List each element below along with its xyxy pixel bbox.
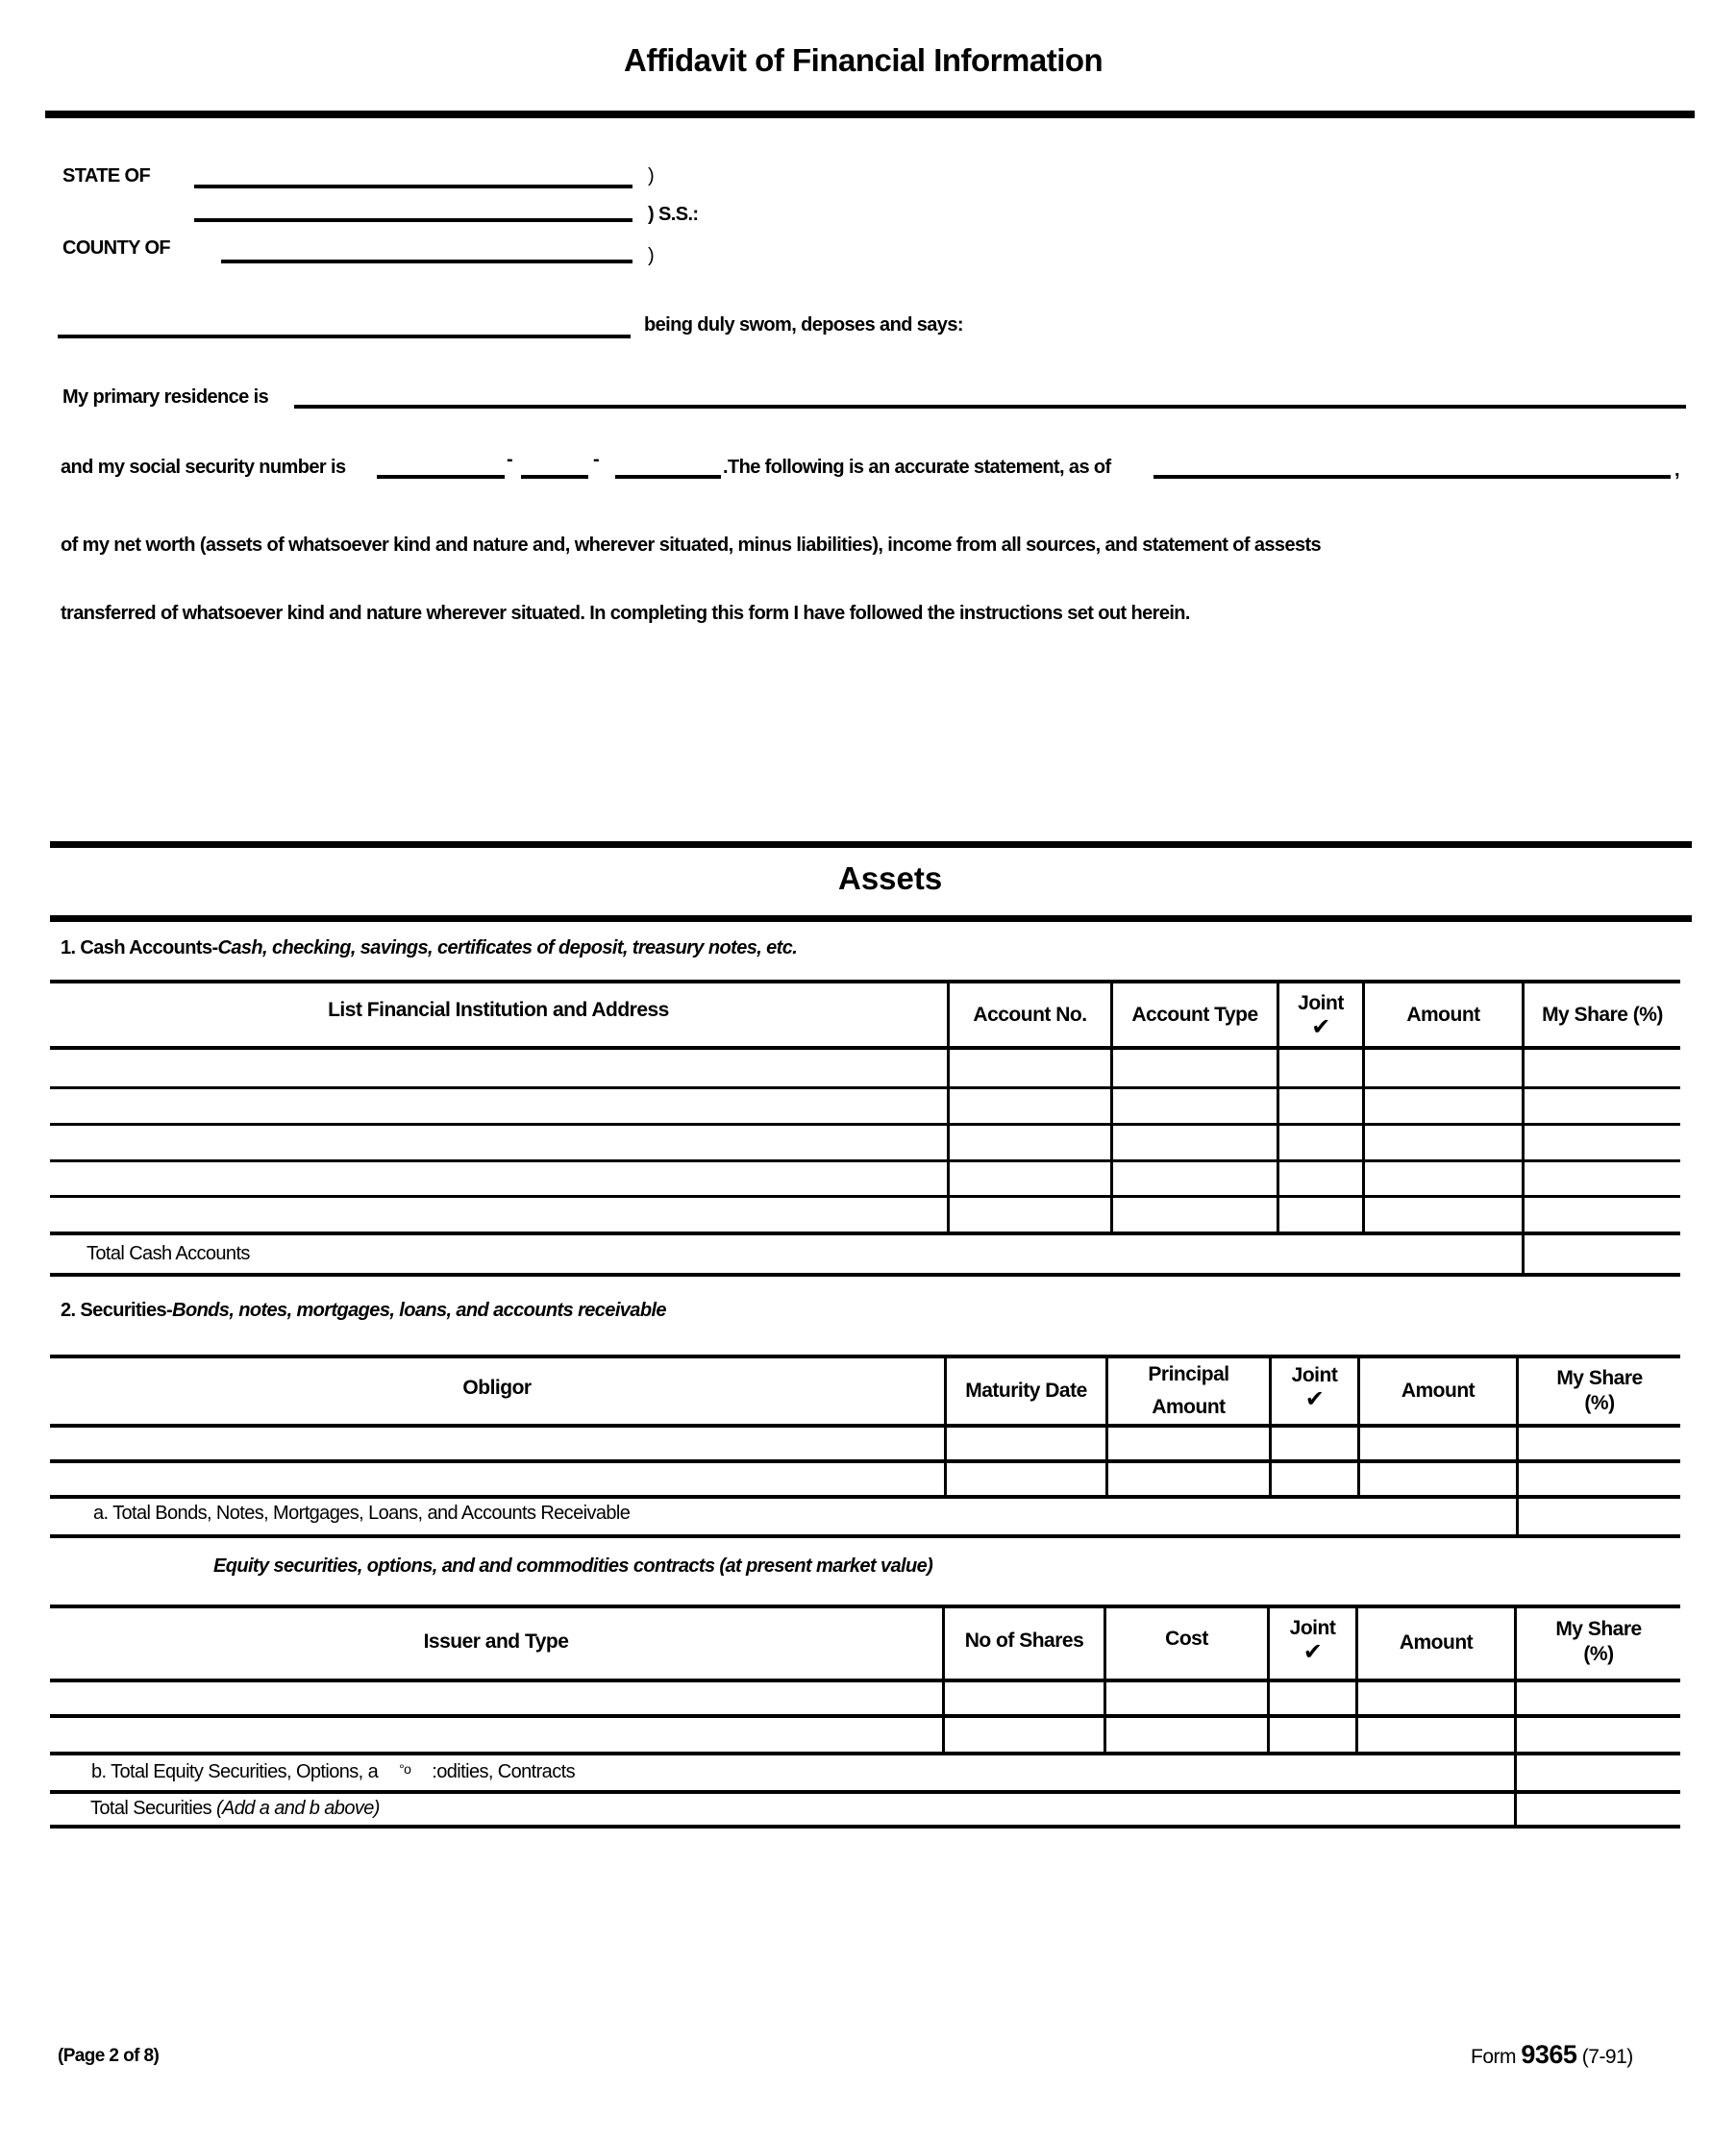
cash-row-1[interactable] — [50, 1050, 1680, 1086]
residence-label: My primary residence is — [62, 386, 269, 408]
securities-section-number: 2. Securities- — [61, 1300, 173, 1321]
document-title: Affidavit of Financial Information — [624, 42, 1104, 78]
securities-section-title — [61, 1300, 666, 1322]
cash-row-2[interactable] — [50, 1089, 1680, 1123]
checkmark-icon: ✔ — [1311, 1013, 1330, 1040]
equity-col-my-share: My Share (%) — [1555, 1618, 1642, 1665]
state-field[interactable] — [194, 185, 632, 188]
bonds-col-my-share: My Share (%) — [1556, 1367, 1643, 1414]
state-paren: ) — [648, 165, 655, 187]
equity-col-cost: Cost — [1165, 1628, 1208, 1650]
ssn-part2-field[interactable] — [521, 475, 588, 479]
bonds-col-amount: Amount — [1401, 1380, 1476, 1402]
assets-heading: Assets — [838, 860, 943, 896]
equity-row-1[interactable] — [50, 1682, 1680, 1714]
securities-section-desc: Bonds, notes, mortgages, loans, and accounts receivable — [172, 1300, 666, 1321]
bonds-total-label: a. Total Bonds, Notes, Mortgages, Loans, and Accounts Receivable — [93, 1503, 631, 1524]
equity-col-joint: Joint ✔ — [1289, 1617, 1336, 1665]
equity-total-field[interactable] — [1517, 1755, 1680, 1790]
ssn-dash-2: - — [593, 449, 600, 470]
assets-top-rule — [50, 841, 1692, 848]
statement-line-2: transferred of whatsoever kind and nature wherever situated. In completing this form I have followed the instructions set out herein. — [61, 603, 1190, 624]
following-text: .The following is an accurate statement, as of — [723, 457, 1111, 478]
cash-section-number: 1. Cash Accounts- — [61, 937, 218, 958]
sworn-text: being duly swom, deposes and says: — [644, 314, 963, 336]
cash-col-institution: List Financial Institution and Address — [328, 998, 669, 1021]
checkmark-icon: ✔ — [1302, 1639, 1323, 1665]
cash-total-label: Total Cash Accounts — [87, 1243, 250, 1264]
county-paren: ) — [648, 245, 655, 266]
cash-row-5[interactable] — [50, 1198, 1680, 1232]
cash-col-amount: Amount — [1406, 1003, 1480, 1026]
checkmark-icon: ✔ — [1304, 1386, 1325, 1412]
form-revision: (7-91) — [1581, 2046, 1633, 2068]
equity-col-no-of-shares: No of Shares — [964, 1630, 1084, 1652]
bonds-row-1[interactable] — [50, 1428, 1680, 1459]
cash-section-title — [61, 937, 797, 959]
as-of-date-field[interactable] — [1153, 475, 1671, 479]
ssn-part3-field[interactable] — [615, 475, 721, 479]
cash-row-3[interactable] — [50, 1126, 1680, 1159]
cash-section-desc: Cash, checking, savings, certificates of deposit, treasury notes, etc. — [217, 937, 798, 958]
deponent-name-field[interactable] — [58, 335, 631, 338]
bonds-col-maturity-date: Maturity Date — [965, 1380, 1087, 1402]
securities-grand-total-label: Total Securities (Add a and b above) — [90, 1798, 380, 1819]
as-of-comma: , — [1674, 460, 1679, 481]
form-id — [1471, 2040, 1633, 2070]
ssn-part1-field[interactable] — [377, 475, 505, 479]
venue-extra-field[interactable] — [194, 218, 632, 222]
cash-col-account-type: Account Type — [1131, 1003, 1258, 1026]
equity-row-2[interactable] — [50, 1718, 1680, 1752]
page-indicator: (Page 2 of 8) — [58, 2046, 160, 2066]
equity-caption: Equity securities, options, and and commodities contracts (at present market value) — [213, 1555, 933, 1577]
equity-col-amount: Amount — [1399, 1631, 1474, 1654]
bonds-col-obligor: Obligor — [462, 1377, 532, 1399]
assets-bottom-rule — [50, 915, 1692, 922]
securities-grand-total-field[interactable] — [1517, 1794, 1680, 1825]
form-prefix: Form — [1471, 2046, 1516, 2068]
cash-row-4[interactable] — [50, 1162, 1680, 1195]
ss-label: ) S.S.: — [648, 204, 699, 225]
form-number: 9365 — [1521, 2040, 1577, 2069]
ssn-dash-1: - — [507, 449, 513, 470]
equity-col-issuer-type: Issuer and Type — [423, 1630, 569, 1653]
county-field[interactable] — [221, 260, 632, 263]
cash-total-field[interactable] — [1525, 1235, 1680, 1273]
cash-col-my-share: My Share (%) — [1542, 1003, 1663, 1026]
cash-col-account-no: Account No. — [973, 1003, 1087, 1026]
bonds-total-field[interactable] — [1519, 1499, 1680, 1534]
title-rule — [45, 111, 1695, 118]
state-label: STATE OF — [62, 165, 151, 187]
bonds-col-joint: Joint ✔ — [1291, 1364, 1338, 1412]
ssn-label: and my social security number is — [61, 457, 346, 478]
statement-line-1: of my net worth (assets of whatsoever kind and nature and, wherever situated, minus liabilities), income from all sources, and statement of assests — [61, 535, 1322, 556]
bonds-col-principal-amount: Principal Amount — [1148, 1363, 1229, 1418]
residence-field[interactable] — [294, 405, 1686, 409]
county-label: COUNTY OF — [62, 237, 171, 259]
cash-col-joint: Joint ✔ — [1298, 991, 1344, 1040]
equity-total-label: b. Total Equity Securities, Options, a $^{^\circ o}$ :odities, Contracts — [91, 1761, 575, 1782]
bonds-row-2[interactable] — [50, 1463, 1680, 1495]
